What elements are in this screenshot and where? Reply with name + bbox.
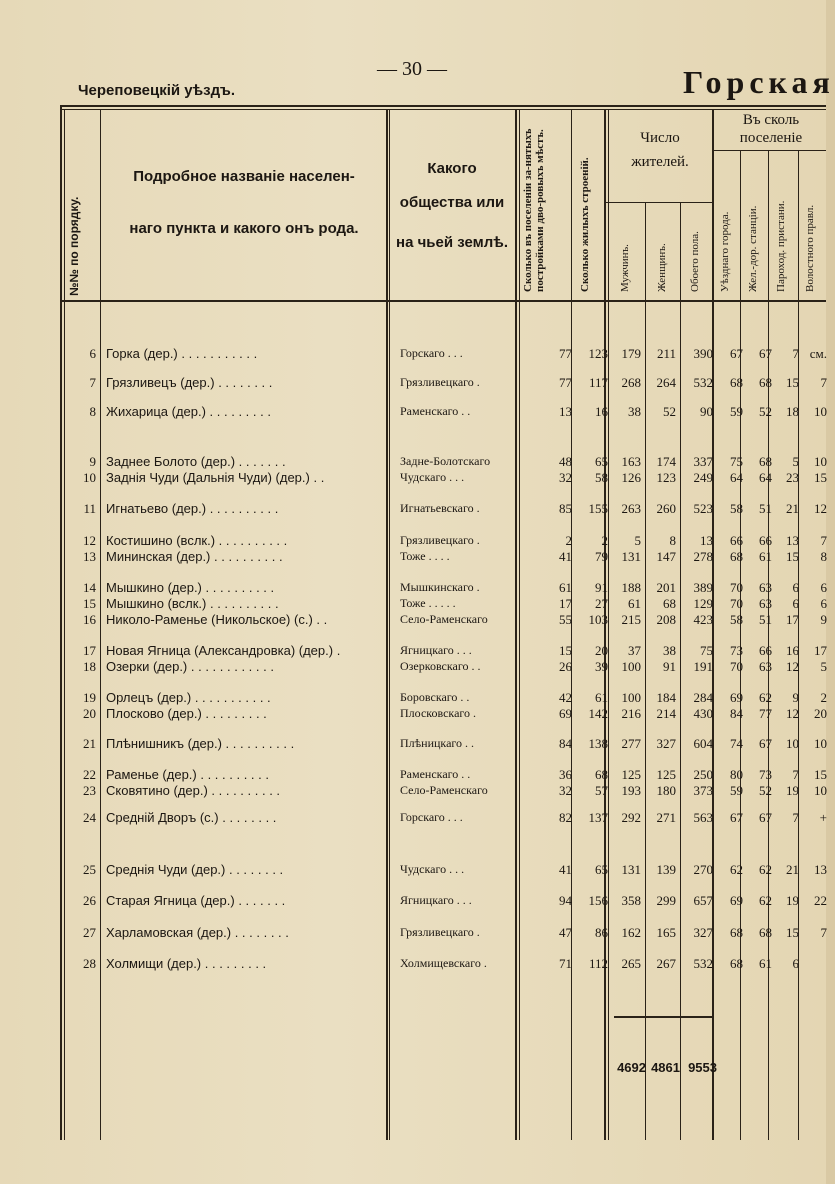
table-row: 21 Плѣнишникъ (дер.) . . . . . . . . . . Плѣницкаго . . 84 138 277 327 604 74 67 10 10 <box>83 736 827 751</box>
table-row: 22 Раменье (дер.) . . . . . . . . . . Раменскаго . . 36 68 125 125 250 80 73 7 15 <box>83 767 827 782</box>
table-row: 23 Сковятино (дер.) . . . . . . . . . . Село-Раменскаго 32 57 193 180 373 59 52 19 10 <box>83 783 827 798</box>
table-row: 26 Старая Ягница (дер.) . . . . . . . Ягницкаго . . . 94 156 358 299 657 69 62 19 22 <box>83 893 827 908</box>
header-dwellings: Сколько въ поселеніи за-нятыхъ постройками дво-ровыхъ мѣстъ. <box>522 128 546 292</box>
header-society-line3: на чьей землѣ. <box>396 234 508 251</box>
header-name-line2: наго пункта и какого онъ рода. <box>129 220 359 237</box>
header-no: №№ по порядку. <box>67 196 81 296</box>
table-row: 12 Костишино (вслк.) . . . . . . . . . . Грязливецкаго . 2 2 5 8 13 66 66 13 7 <box>83 533 827 548</box>
table-row: 24 Средній Дворъ (с.) . . . . . . . . Горскаго . . . 82 137 292 271 563 67 67 7 + <box>83 810 827 825</box>
table-row: 7 Грязливецъ (дер.) . . . . . . . . Грязливецкаго . 77 117 268 264 532 68 68 15 7 <box>89 375 827 390</box>
table-row: 27 Харламовская (дер.) . . . . . . . . Грязливецкаго . 47 86 162 165 327 68 68 15 7 <box>83 925 827 940</box>
header-population-title-line1: Число <box>640 130 680 146</box>
header-society-line1: Какого <box>427 160 477 177</box>
header-buildings: Сколько жилыхъ строеній. <box>579 157 591 292</box>
table-row: 13 Мининская (дер.) . . . . . . . . . . Тоже . . . . 41 79 131 147 278 68 61 15 8 <box>83 549 827 564</box>
table-row: 9 Заднее Болото (дер.) . . . . . . . Задне-Болотскаго 48 65 163 174 337 75 68 5 10 <box>89 454 827 469</box>
table-row: 18 Озерки (дер.) . . . . . . . . . . . . Озерковскаго . . 26 39 100 91 191 70 63 12 5 <box>83 659 827 674</box>
table-row: 28 Холмищи (дер.) . . . . . . . . . Холмищевскаго . 71 112 265 267 532 68 61 6 <box>83 956 799 971</box>
total-men: 4692 <box>617 1060 646 1075</box>
table-row: 6 Горка (дер.) . . . . . . . . . . . Горскаго . . . 77 123 179 211 390 67 67 7 см. <box>89 346 827 361</box>
table-row: 10 Заднія Чуди (Дальнія Чуди) (дер.) . . Чудскаго . . . 32 58 126 123 249 64 64 23 15 <box>83 470 827 485</box>
header-town: Уѣзднаго города. <box>719 211 731 292</box>
table-row: 14 Мышкино (дер.) . . . . . . . . . . Мышкинскаго . 61 91 188 201 389 70 63 6 6 <box>83 580 827 595</box>
page-number: — 30 — <box>377 58 447 80</box>
header-rail: Жел.-дор. станціи. <box>747 205 759 292</box>
total-both: 9553 <box>688 1060 717 1075</box>
district-title: Череповецкій уѣздъ. <box>78 82 236 99</box>
header-volost-admin: Волостного правл. <box>804 204 816 292</box>
header-women: Женщинъ. <box>656 243 668 292</box>
table-row: 19 Орлецъ (дер.) . . . . . . . . . . . Боровскаго . . 42 61 100 184 284 69 62 9 2 <box>83 690 827 705</box>
volost-title: Горская <box>683 64 835 100</box>
table-row: 20 Плосково (дер.) . . . . . . . . . Плосковскаго . 69 142 216 214 430 84 77 12 20 <box>83 706 827 721</box>
table-row: 15 Мышкино (вслк.) . . . . . . . . . . Тоже . . . . . 17 27 61 68 129 70 63 6 6 <box>83 596 827 611</box>
table-row: 17 Новая Ягница (Александровка) (дер.) . Ягницкаго . . . 15 20 37 38 75 73 66 16 17 <box>83 643 827 658</box>
header-population-title-line2: жителей. <box>631 154 689 170</box>
table-row: 25 Среднія Чуди (дер.) . . . . . . . . Чудскаго . . . 41 65 131 139 270 62 62 21 13 <box>83 862 827 877</box>
table-row: 11 Игнатьево (дер.) . . . . . . . . . . Игнатьевскаго . 85 155 263 260 523 58 51 21 12 <box>83 501 827 516</box>
header-distance-title-line1: Въ сколь <box>742 112 800 128</box>
header-distance-title-line2: поселеніе <box>739 130 803 146</box>
total-women: 4861 <box>651 1060 680 1075</box>
header-both: Обоего пола. <box>689 231 701 292</box>
header-society-line2: общества или <box>399 194 505 211</box>
header-men: Мужчинъ. <box>619 244 631 292</box>
header-pier: Пароход. пристани. <box>775 200 787 292</box>
header-name-line1: Подробное названіе населен- <box>133 168 355 185</box>
table-row: 16 Николо-Раменье (Никольское) (с.) . . Село-Раменскаго 55 103 215 208 423 58 51 17 9 <box>83 612 827 627</box>
table-row: 8 Жихарица (дер.) . . . . . . . . . Раменскаго . . 13 16 38 52 90 59 52 18 10 <box>89 404 827 419</box>
